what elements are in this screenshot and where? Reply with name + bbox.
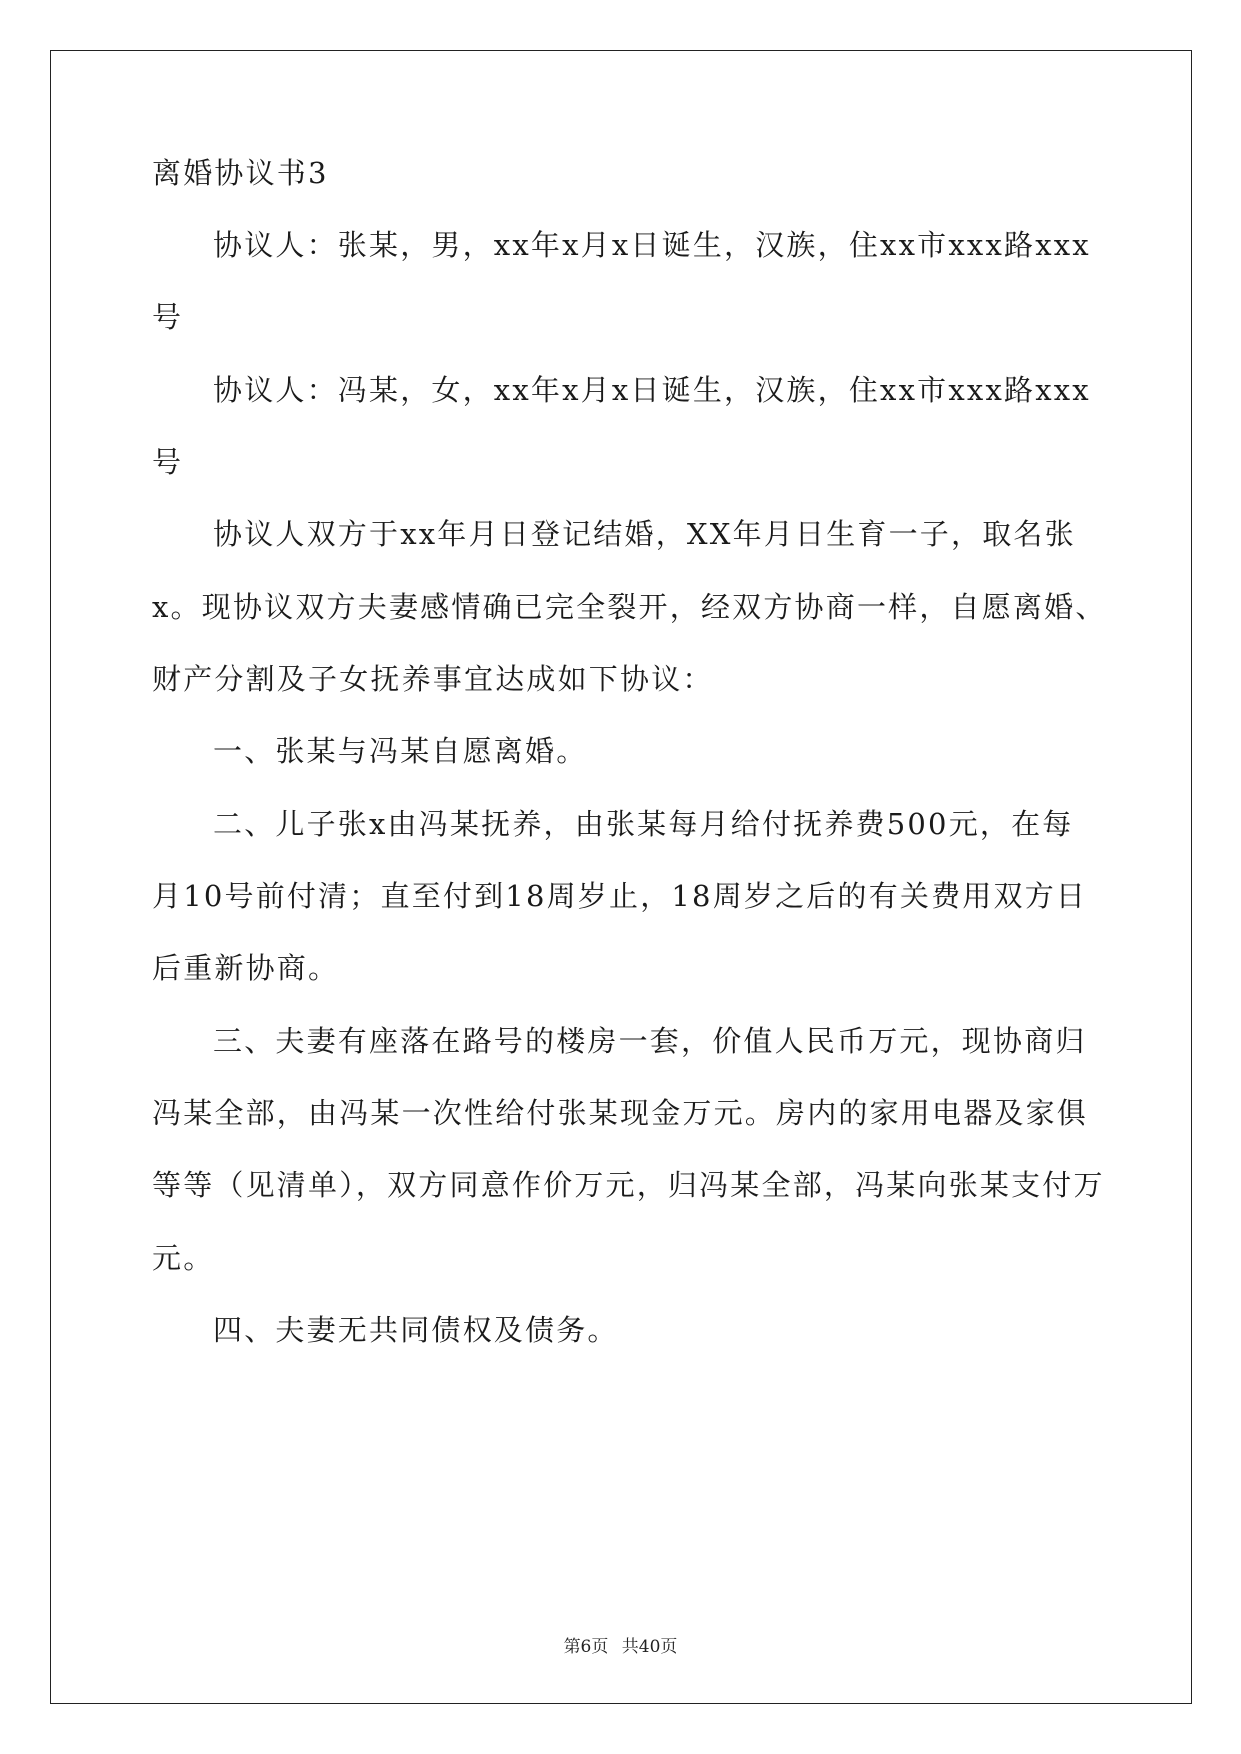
paragraph-line: 四、夫妻无共同债权及债务。: [213, 1313, 619, 1347]
paragraph-line: 后重新协商。: [152, 951, 340, 985]
page-border: [50, 50, 1192, 1704]
paragraph-line: 号: [152, 445, 184, 479]
paragraph-line: 二、儿子张x由冯某抚养，由张某每月给付抚养费500元，在每: [213, 807, 1074, 841]
paragraph-line: 一、张某与冯某自愿离婚。: [213, 734, 588, 768]
paragraph-line: x。现协议双方夫妻感情确已完全裂开，经双方协商一样，自愿离婚、: [152, 590, 1107, 624]
paragraph-line: 财产分割及子女抚养事宜达成如下协议：: [152, 662, 714, 696]
page-number-total: 共40页: [621, 1637, 678, 1657]
document-title: 离婚协议书3: [152, 156, 329, 190]
page-footer: [0, 1632, 1241, 1657]
paragraph-line: 协议人双方于xx年月日登记结婚，XX年月日生育一子，取名张: [213, 517, 1076, 551]
page-number-current: 第6页: [563, 1637, 609, 1657]
paragraph-line: 等等（见清单），双方同意作价万元，归冯某全部，冯某向张某支付万: [152, 1168, 1105, 1202]
paragraph-line: 号: [152, 300, 184, 334]
paragraph-line: 冯某全部，由冯某一次性给付张某现金万元。房内的家用电器及家俱: [152, 1096, 1089, 1130]
paragraph-line: 三、夫妻有座落在路号的楼房一套，价值人民币万元，现协商归: [213, 1024, 1087, 1058]
paragraph-line: 月10号前付清；直至付到18周岁止，18周岁之后的有关费用双方日: [152, 879, 1088, 913]
paragraph-line: 协议人：冯某，女，xx年x月x日诞生，汉族，住xx市xxx路xxx: [213, 373, 1091, 407]
paragraph-line: 协议人：张某，男，xx年x月x日诞生，汉族，住xx市xxx路xxx: [213, 228, 1091, 262]
paragraph-line: 元。: [152, 1241, 215, 1275]
